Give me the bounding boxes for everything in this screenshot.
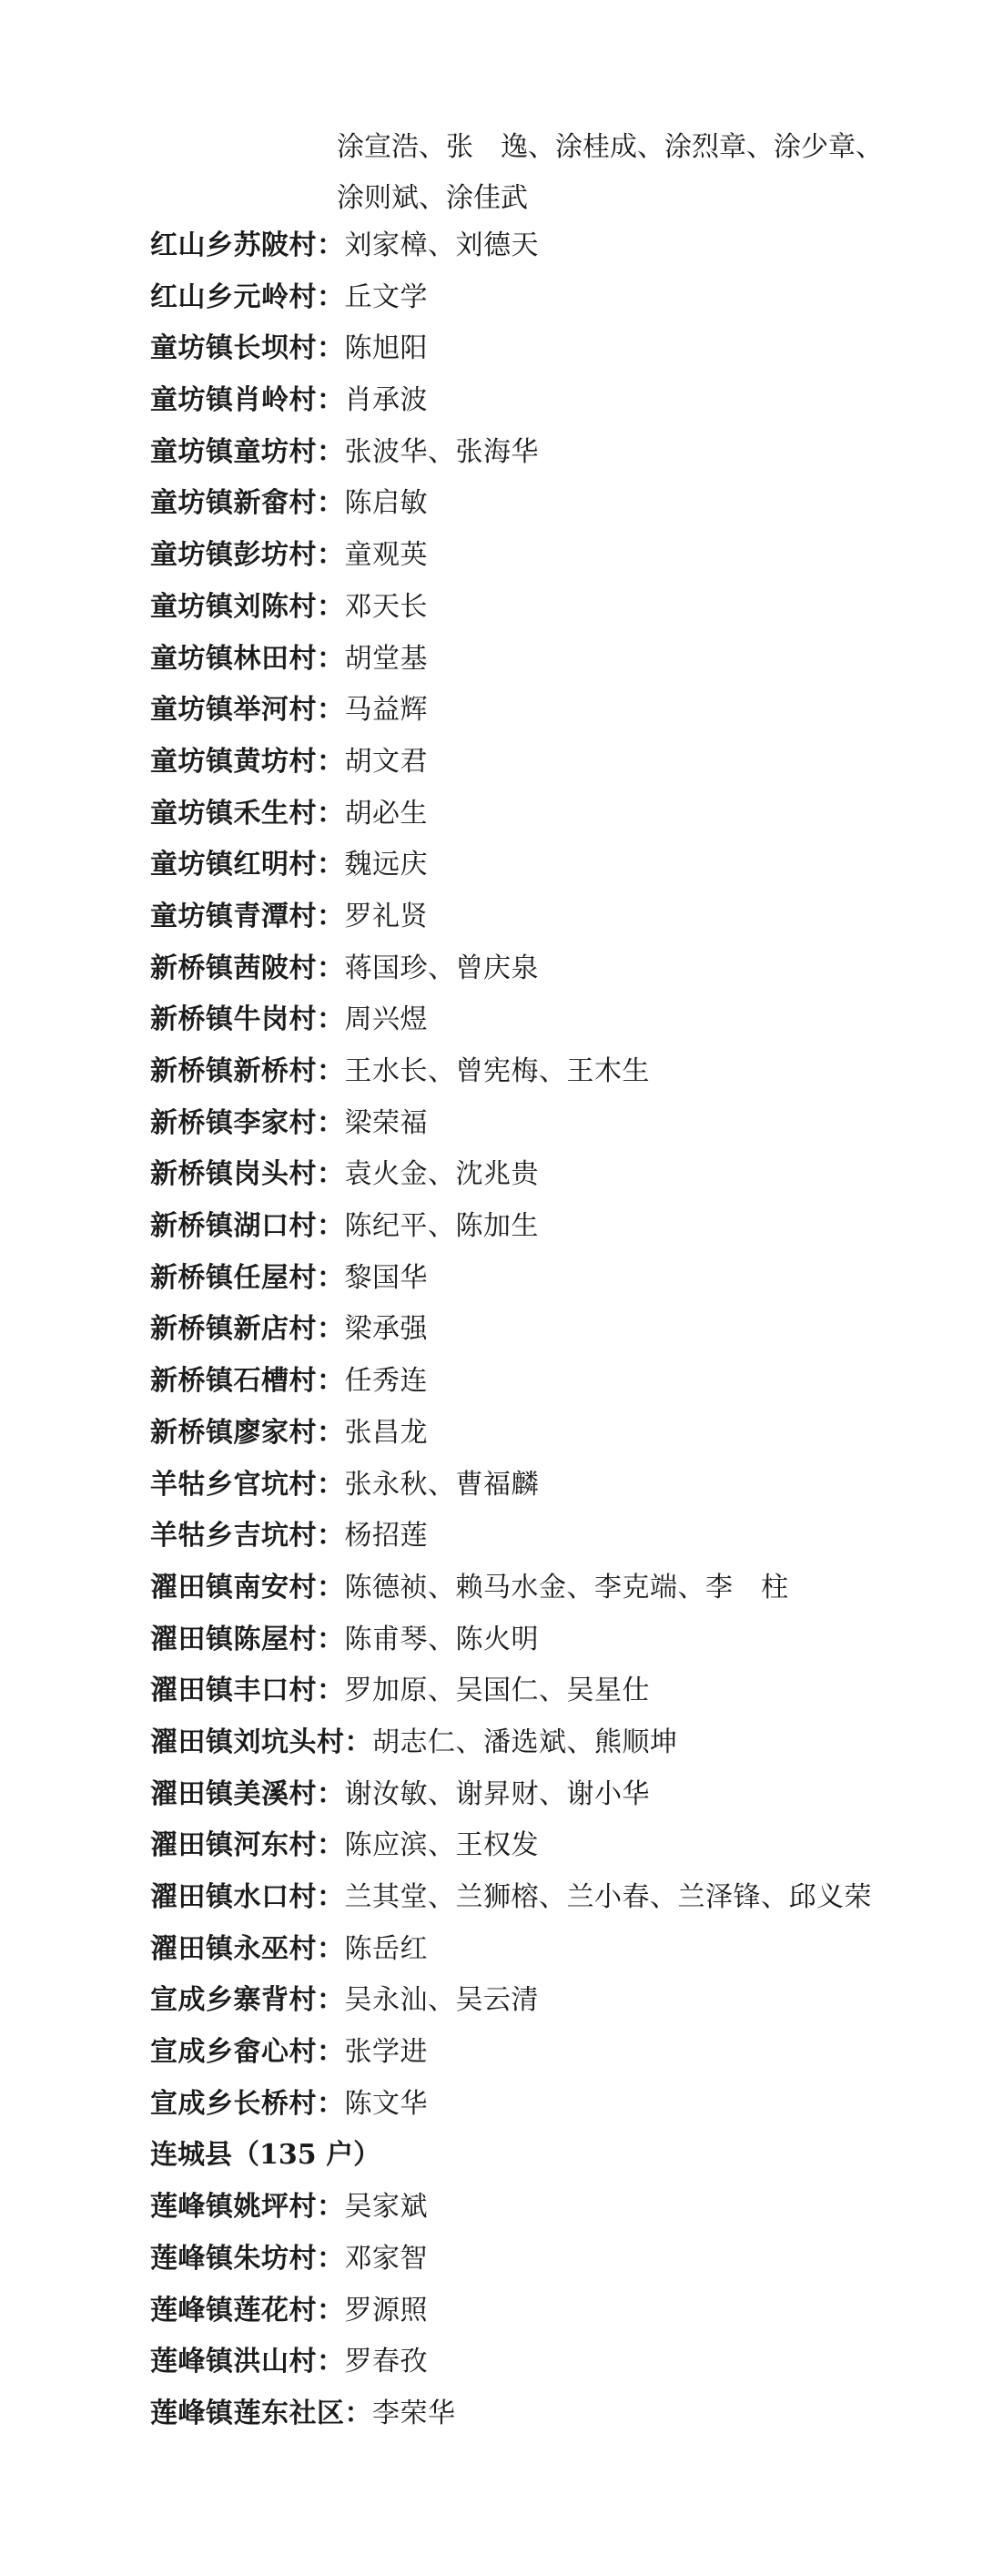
continuation-line-1: 涂宣浩、张 逸、涂桂成、涂烈章、涂少章、 xyxy=(337,131,883,163)
household-names: 陈启敏 xyxy=(344,487,428,520)
list-item xyxy=(150,537,951,589)
village-label: 新桥镇廖家村： xyxy=(150,1416,345,1449)
village-label: 童坊镇林田村： xyxy=(150,642,345,675)
village-label: 莲峰镇姚坪村： xyxy=(150,2191,345,2224)
household-names: 周兴煜 xyxy=(344,1003,428,1036)
village-label: 羊牯乡吉坑村： xyxy=(150,1520,345,1553)
village-label: 莲峰镇莲东社区： xyxy=(150,2397,372,2429)
household-names: 谢汝敏、谢昇财、谢小华 xyxy=(344,1777,650,1810)
village-label: 新桥镇茜陂村： xyxy=(150,952,345,984)
list-item xyxy=(150,2293,951,2345)
household-names: 邓家智 xyxy=(344,2242,428,2275)
list-item xyxy=(150,331,951,382)
village-label: 新桥镇新桥村： xyxy=(150,1055,345,1087)
household-names: 张学进 xyxy=(344,2036,428,2069)
household-names: 张波华、张海华 xyxy=(344,435,539,468)
village-label: 宣成乡畲心村： xyxy=(150,2036,345,2069)
household-names: 丘文学 xyxy=(344,280,428,313)
village-label: 新桥镇牛岗村： xyxy=(150,1003,345,1036)
list-item xyxy=(150,382,951,434)
village-label: 童坊镇刘陈村： xyxy=(150,590,345,623)
list-item xyxy=(150,1828,951,1879)
village-label: 宣成乡长桥村： xyxy=(150,2087,345,2120)
village-label: 童坊镇肖岭村： xyxy=(150,384,345,417)
household-names: 刘家樟、刘德天 xyxy=(344,229,539,261)
list-item xyxy=(150,744,951,796)
village-label: 童坊镇禾生村： xyxy=(150,797,345,830)
household-names: 胡必生 xyxy=(344,797,428,830)
village-label: 童坊镇童坊村： xyxy=(150,435,345,468)
village-label: 莲峰镇莲花村： xyxy=(150,2294,345,2327)
list-item xyxy=(150,1518,951,1570)
list-item xyxy=(150,280,951,331)
list-item xyxy=(150,1777,951,1828)
household-names: 任秀连 xyxy=(344,1365,428,1398)
household-names: 胡志仁、潘选斌、熊顺坤 xyxy=(372,1726,678,1758)
household-names: 陈甫琴、陈火明 xyxy=(344,1623,539,1655)
household-names: 王水长、曾宪梅、王木生 xyxy=(344,1055,650,1087)
household-names: 陈旭阳 xyxy=(344,332,428,365)
list-item xyxy=(150,951,951,1003)
list-item xyxy=(150,1002,951,1054)
household-names: 吴永汕、吴云清 xyxy=(344,1984,539,2017)
list-item xyxy=(150,2086,951,2138)
list-item xyxy=(150,1156,951,1208)
list-item xyxy=(150,1570,951,1622)
list-item xyxy=(150,434,951,486)
list-item xyxy=(150,1054,951,1105)
village-label: 濯田镇刘坑头村： xyxy=(150,1726,372,1758)
list-item xyxy=(150,485,951,537)
household-names: 陈纪平、陈加生 xyxy=(344,1210,539,1243)
household-names: 黎国华 xyxy=(344,1261,428,1294)
household-names: 蒋国珍、曾庆泉 xyxy=(344,952,539,984)
village-label: 濯田镇水口村： xyxy=(150,1881,345,1913)
household-names: 罗礼贤 xyxy=(344,900,428,932)
household-names: 邓天长 xyxy=(344,590,428,623)
village-label: 新桥镇李家村： xyxy=(150,1106,345,1139)
list-item xyxy=(150,228,951,280)
list-item xyxy=(150,1931,951,1983)
household-names: 罗加原、吴国仁、吴星仕 xyxy=(344,1675,650,1707)
list-item xyxy=(150,899,951,951)
list-item xyxy=(150,847,951,899)
village-label: 新桥镇岗头村： xyxy=(150,1158,345,1191)
village-label: 宣成乡寨背村： xyxy=(150,1984,345,2017)
household-names: 胡文君 xyxy=(344,745,428,778)
household-names: 罗春孜 xyxy=(344,2346,428,2378)
list-item xyxy=(150,1673,951,1725)
village-label: 童坊镇举河村： xyxy=(150,694,345,727)
list-item xyxy=(150,1260,951,1312)
household-names: 兰其堂、兰狮榕、兰小春、兰泽锋、邱义荣 xyxy=(344,1881,872,1913)
section-title: 连城县（135 户） xyxy=(150,2139,381,2172)
village-label: 童坊镇新畲村： xyxy=(150,487,345,520)
village-label: 红山乡苏陂村： xyxy=(150,229,345,261)
list-item xyxy=(150,589,951,641)
list-item xyxy=(150,1208,951,1260)
village-label: 濯田镇陈屋村： xyxy=(150,1623,345,1655)
household-names: 胡堂基 xyxy=(344,642,428,675)
household-names: 陈文华 xyxy=(344,2087,428,2120)
village-label: 濯田镇河东村： xyxy=(150,1829,345,1862)
list-item xyxy=(150,2034,951,2086)
household-names: 陈应滨、王权发 xyxy=(344,1829,539,1862)
village-label: 新桥镇新店村： xyxy=(150,1313,345,1346)
village-label: 濯田镇永巫村： xyxy=(150,1932,345,1965)
village-label: 新桥镇任屋村： xyxy=(150,1261,345,1294)
household-names: 陈德祯、赖马水金、李克端、李 柱 xyxy=(344,1571,789,1604)
list-item xyxy=(150,1311,951,1363)
village-label: 新桥镇湖口村： xyxy=(150,1210,345,1243)
list-item xyxy=(150,1467,951,1519)
list-item xyxy=(150,1415,951,1467)
list-item xyxy=(150,2344,951,2396)
household-names: 魏远庆 xyxy=(344,849,428,881)
village-label: 濯田镇丰口村： xyxy=(150,1675,345,1707)
household-names: 张昌龙 xyxy=(344,1416,428,1449)
list-item xyxy=(150,1105,951,1157)
list-item xyxy=(150,641,951,693)
household-names: 李荣华 xyxy=(372,2397,456,2429)
list-item xyxy=(150,2241,951,2293)
village-label: 莲峰镇洪山村： xyxy=(150,2346,345,2378)
village-label: 莲峰镇朱坊村： xyxy=(150,2242,345,2275)
list-item xyxy=(150,2396,951,2448)
list-item xyxy=(150,1363,951,1415)
village-label: 羊牯乡官坑村： xyxy=(150,1468,345,1501)
list-item xyxy=(150,1879,951,1931)
household-names: 童观英 xyxy=(344,539,428,572)
household-names: 吴家斌 xyxy=(344,2191,428,2224)
list-item xyxy=(150,1982,951,2034)
section-heading xyxy=(150,2137,951,2189)
household-names: 梁荣福 xyxy=(344,1106,428,1139)
continuation-line-2: 涂则斌、涂佳武 xyxy=(337,182,528,214)
household-names: 罗源照 xyxy=(344,2294,428,2327)
village-label: 童坊镇红明村： xyxy=(150,849,345,881)
household-names: 马益辉 xyxy=(344,694,428,727)
village-label: 童坊镇彭坊村： xyxy=(150,539,345,572)
entry-list xyxy=(150,228,951,2448)
list-item xyxy=(150,796,951,848)
list-item xyxy=(150,1622,951,1674)
village-label: 红山乡元岭村： xyxy=(150,280,345,313)
village-label: 童坊镇黄坊村： xyxy=(150,745,345,778)
household-names: 张永秋、曹福麟 xyxy=(344,1468,539,1501)
household-names: 陈岳红 xyxy=(344,1932,428,1965)
list-item xyxy=(150,692,951,744)
village-label: 童坊镇青潭村： xyxy=(150,900,345,932)
household-names: 梁承强 xyxy=(344,1313,428,1346)
list-item xyxy=(150,2189,951,2241)
village-label: 新桥镇石槽村： xyxy=(150,1365,345,1398)
village-label: 濯田镇美溪村： xyxy=(150,1777,345,1810)
list-item xyxy=(150,1725,951,1777)
village-label: 濯田镇南安村： xyxy=(150,1571,345,1604)
household-names: 杨招莲 xyxy=(344,1520,428,1553)
village-label: 童坊镇长坝村： xyxy=(150,332,345,365)
household-names: 袁火金、沈兆贵 xyxy=(344,1158,539,1191)
household-names: 肖承波 xyxy=(344,384,428,417)
